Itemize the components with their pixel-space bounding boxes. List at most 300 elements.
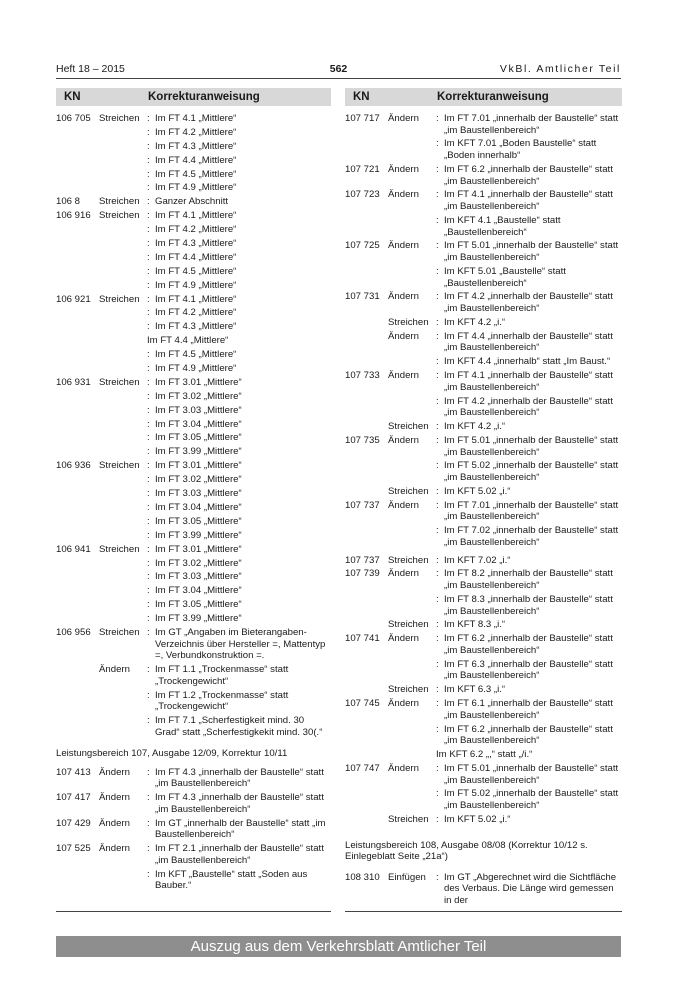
- action-type: Streichen: [99, 293, 140, 305]
- kn-number: 107 735: [345, 435, 380, 446]
- action-type: [99, 419, 147, 431]
- action-type: Streichen: [99, 460, 140, 472]
- kn-number: 106 936: [56, 460, 91, 472]
- table-row: [56, 196, 331, 208]
- instruction-text: Im KFT 7.02 „i.“: [444, 554, 511, 566]
- action-type: [99, 502, 147, 514]
- action-type: [388, 396, 436, 419]
- colon-separator: :: [436, 763, 439, 774]
- kn-number: [56, 307, 99, 319]
- table-row: [345, 240, 622, 263]
- action-type: [99, 321, 147, 333]
- action-type: Ändern: [99, 664, 130, 676]
- table-row: [345, 633, 622, 656]
- colon-separator: :: [436, 723, 439, 735]
- colon-separator: :: [147, 474, 150, 486]
- kn-number: [56, 715, 99, 738]
- colon-separator: :: [147, 432, 150, 444]
- colon-separator: :: [147, 363, 150, 375]
- instruction-text: Im FT 4.5 „Mittlere“: [155, 349, 237, 361]
- instruction-text: Im FT 4.1 „Mittlere“: [155, 210, 237, 222]
- instruction-text: Im FT 5.02 „innerhalb der Baustelle“ statt „im Baustellenbereich“: [444, 460, 619, 484]
- table-row: [345, 619, 622, 631]
- colon-separator: :: [147, 390, 150, 402]
- kn-number: 106 916: [56, 210, 91, 222]
- instruction-text: Im FT 8.3 „innerhalb der Baustelle“ statt „im Baustellenbereich“: [444, 593, 613, 617]
- kn-number: [345, 814, 388, 826]
- instruction-text: Im FT 3.02 „Mittlere“: [155, 474, 242, 486]
- colon-separator: :: [436, 163, 439, 175]
- instruction-column-header: Korrekturanweisung: [437, 91, 549, 103]
- colon-separator: :: [147, 265, 150, 277]
- instruction-text: Im KFT 5.02 „i.“: [444, 813, 511, 825]
- colon-separator: :: [147, 543, 150, 555]
- table-row: [345, 872, 622, 907]
- instruction-text: Im FT 3.05 „Mittlere“: [155, 432, 242, 444]
- colon-separator: :: [436, 265, 439, 277]
- action-type: [99, 869, 147, 892]
- action-type: [388, 266, 436, 289]
- instruction-text: Im FT 4.3 „Mittlere“: [155, 140, 237, 152]
- kn-number: [345, 619, 388, 631]
- colon-separator: :: [436, 435, 439, 446]
- action-type: Ändern: [388, 113, 419, 124]
- instruction-column-header: Korrekturanweisung: [148, 91, 260, 103]
- page-number: 562: [329, 63, 348, 75]
- action-type: [388, 749, 436, 761]
- table-row: [56, 377, 331, 389]
- action-type: [99, 474, 147, 486]
- action-type: Streichen: [388, 619, 429, 631]
- instruction-text: Im FT 1.2 „Trockenmasse“ statt „Trockengewicht“: [155, 689, 289, 713]
- table-row: [56, 530, 331, 542]
- kn-number: [56, 664, 99, 687]
- table-row: [345, 331, 622, 354]
- action-type: [99, 488, 147, 500]
- colon-separator: :: [147, 321, 150, 333]
- action-type: Ändern: [99, 766, 130, 778]
- kn-number: [56, 599, 99, 611]
- kn-number: 107 725: [345, 240, 380, 252]
- colon-separator: :: [436, 658, 439, 670]
- colon-separator: :: [147, 501, 150, 513]
- colon-separator: :: [436, 633, 439, 645]
- action-type: Streichen: [388, 813, 429, 825]
- table-row: [56, 585, 331, 597]
- kn-number: [345, 356, 388, 368]
- action-type: [388, 356, 436, 368]
- colon-separator: :: [147, 766, 150, 778]
- table-row: [56, 627, 331, 662]
- instruction-text: Im FT 3.01 „Mittlere“: [155, 543, 242, 555]
- kn-number: 107 721: [345, 163, 380, 175]
- table-row: [345, 356, 622, 368]
- kn-number: [56, 238, 99, 250]
- action-type: [99, 690, 147, 713]
- action-type: [99, 558, 147, 570]
- instruction-text: Im FT 4.1 „innerhalb der Baustelle“ statt „im Baustellenbereich“: [444, 189, 613, 213]
- instruction-text: Ganzer Abschnitt: [155, 196, 229, 208]
- table-row: [345, 568, 622, 591]
- colon-separator: :: [436, 113, 439, 124]
- instruction-text: Im FT 4.2 „Mittlere“: [155, 126, 237, 138]
- table-row: [345, 215, 622, 238]
- instruction-text: Im FT 3.04 „Mittlere“: [155, 418, 242, 430]
- table-row: [56, 307, 331, 319]
- table-row: [345, 788, 622, 811]
- kn-number: 106 705: [56, 113, 91, 124]
- action-type: [99, 516, 147, 528]
- kn-number: [56, 419, 99, 431]
- table-row: [345, 370, 622, 393]
- colon-separator: :: [436, 291, 439, 303]
- instruction-text: Im KFT 4.1 „Baustelle“ statt „Baustellenbereich“: [444, 214, 561, 238]
- kn-number: [345, 317, 388, 329]
- action-type: [388, 724, 436, 747]
- kn-number: 106 8: [56, 196, 81, 208]
- instruction-text: Im FT 4.5 „Mittlere“: [155, 168, 237, 180]
- instruction-text: Im KFT 6.2 „,“ statt „/i.“: [436, 749, 533, 761]
- action-type: [99, 446, 147, 458]
- left-column: [56, 88, 331, 894]
- action-type: [99, 224, 147, 236]
- action-type: Streichen: [388, 421, 429, 433]
- table-row: [56, 155, 331, 167]
- colon-separator: :: [147, 376, 150, 388]
- table-row: [56, 294, 331, 306]
- colon-separator: :: [147, 404, 150, 416]
- table-row: [56, 613, 331, 625]
- instruction-text: Im FT 5.01 „innerhalb der Baustelle“ statt „im Baustellenbereich“: [444, 240, 619, 264]
- action-type: [388, 460, 436, 483]
- instruction-text: Im KFT 4.2 „i.“: [444, 316, 506, 328]
- colon-separator: :: [147, 613, 150, 625]
- instruction-text: Im KFT 6.3 „i.“: [444, 684, 506, 696]
- instruction-text: Im FT 3.99 „Mittlere“: [155, 529, 242, 541]
- kn-number: [345, 749, 388, 761]
- colon-separator: :: [147, 446, 150, 458]
- colon-separator: :: [436, 525, 439, 537]
- action-type: Ändern: [99, 843, 130, 855]
- table-row: [345, 525, 622, 548]
- instruction-text: Im FT 3.01 „Mittlere“: [155, 460, 242, 472]
- kn-number: 107 745: [345, 698, 380, 710]
- instruction-text: Im FT 2.1 „innerhalb der Baustelle“ statt „im Baustellenbereich“: [155, 843, 324, 866]
- instruction-text: Im FT 4.9 „Mittlere“: [155, 363, 237, 375]
- table-row: [56, 690, 331, 713]
- kn-column-header: KN: [353, 91, 370, 103]
- kn-number: [56, 690, 99, 713]
- table-row: [345, 435, 622, 458]
- table-row: [56, 321, 331, 333]
- action-type: [99, 585, 147, 597]
- kn-number: [56, 571, 99, 583]
- running-header: [56, 62, 621, 76]
- table-row: [56, 767, 331, 790]
- table-row: [56, 571, 331, 583]
- action-type: [99, 349, 147, 361]
- kn-number: 107 739: [345, 568, 380, 580]
- colon-separator: :: [147, 279, 150, 291]
- kn-number: 106 931: [56, 376, 91, 388]
- colon-separator: :: [147, 182, 150, 194]
- colon-separator: :: [436, 788, 439, 800]
- kn-number: 107 731: [345, 291, 380, 303]
- kn-number: [56, 530, 99, 542]
- instruction-text: Im FT 4.4 „Mittlere“: [147, 335, 229, 347]
- colon-separator: :: [436, 189, 439, 201]
- action-type: Ändern: [388, 189, 419, 201]
- colon-separator: :: [147, 689, 150, 701]
- colon-separator: :: [436, 240, 439, 252]
- table-row: [56, 843, 331, 866]
- right-rows: [345, 113, 622, 907]
- instruction-text: Im FT 6.2 „innerhalb der Baustelle“ statt „im Baustellenbereich“: [444, 633, 613, 656]
- instruction-text: Im GT „Abgerechnet wird die Sichtfläche des Verbaus. Die Länge wird gemessen in der: [444, 871, 617, 906]
- table-row: [56, 182, 331, 194]
- colon-separator: :: [147, 460, 150, 472]
- action-type: Ändern: [388, 633, 419, 645]
- kn-number: [345, 724, 388, 747]
- action-type: [99, 127, 147, 139]
- action-type: Ändern: [99, 817, 130, 829]
- instruction-text: Im FT 3.03 „Mittlere“: [155, 488, 242, 500]
- section-note: Leistungsbereich 107, Ausgabe 12/09, Korrektur 10/11: [56, 748, 288, 760]
- right-column: [345, 88, 622, 909]
- colon-separator: :: [147, 293, 150, 305]
- instruction-text: Im FT 3.99 „Mittlere“: [155, 613, 242, 625]
- colon-separator: :: [436, 395, 439, 407]
- kn-number: [345, 421, 388, 433]
- colon-separator: :: [436, 370, 439, 382]
- kn-number: [345, 684, 388, 696]
- table-row: [56, 460, 331, 472]
- colon-separator: :: [147, 418, 150, 430]
- table-row: [345, 460, 622, 483]
- kn-number: [56, 363, 99, 375]
- table-row: [56, 210, 331, 222]
- colon-separator: :: [147, 585, 150, 597]
- instruction-text: Im FT 4.9 „Mittlere“: [155, 182, 237, 194]
- colon-separator: :: [147, 571, 150, 583]
- instruction-text: Im FT 3.04 „Mittlere“: [155, 501, 242, 513]
- action-type: [99, 405, 147, 417]
- action-type: Ändern: [388, 499, 419, 511]
- instruction-text: Im GT „innerhalb der Baustelle“ statt „im Baustellenbereich“: [155, 817, 326, 841]
- kn-number: [345, 594, 388, 617]
- kn-number: 107 733: [345, 370, 380, 382]
- right-bottom-rule: [345, 911, 622, 912]
- kn-number: [345, 215, 388, 238]
- action-type: Streichen: [99, 210, 140, 222]
- table-row: [345, 659, 622, 682]
- table-row: [56, 715, 331, 738]
- instruction-text: Im FT 3.02 „Mittlere“: [155, 390, 242, 402]
- instruction-text: Im FT 4.5 „Mittlere“: [155, 265, 237, 277]
- kn-number: [56, 432, 99, 444]
- instruction-text: Im GT „Angaben im Bieterangaben-Verzeichnis über Hersteller =, Mattentyp =, Verbundkonstruktion =.: [155, 626, 326, 662]
- colon-separator: :: [147, 843, 150, 855]
- action-type: Ändern: [388, 291, 419, 303]
- colon-separator: :: [436, 485, 439, 497]
- kn-number: [56, 613, 99, 625]
- action-type: [388, 138, 436, 161]
- action-type: [99, 169, 147, 181]
- table-row: [56, 818, 331, 841]
- kn-number: [56, 266, 99, 278]
- kn-number: [345, 331, 388, 354]
- table-row: [56, 169, 331, 181]
- action-type: Streichen: [388, 485, 429, 497]
- table-row: [345, 555, 622, 567]
- kn-number: [56, 155, 99, 167]
- table-row: [345, 421, 622, 433]
- kn-number: [56, 182, 99, 194]
- instruction-text: Im FT 3.03 „Mittlere“: [155, 571, 242, 583]
- colon-separator: :: [147, 715, 150, 726]
- publication-name: VkBl. Amtlicher Teil: [499, 63, 621, 75]
- table-row: [56, 558, 331, 570]
- colon-separator: :: [436, 871, 439, 883]
- kn-number: 107 737: [345, 554, 380, 566]
- action-type: [99, 335, 147, 347]
- action-type: [99, 307, 147, 319]
- action-type: [99, 280, 147, 292]
- table-header: [56, 88, 331, 106]
- table-row: [56, 474, 331, 486]
- action-type: Ändern: [388, 370, 419, 382]
- action-type: Ändern: [388, 763, 419, 774]
- instruction-text: Im FT 8.2 „innerhalb der Baustelle“ statt „im Baustellenbereich“: [444, 568, 613, 592]
- action-type: Einfügen: [388, 871, 426, 883]
- kn-number: [56, 585, 99, 597]
- kn-number: [56, 224, 99, 236]
- instruction-text: Im FT 7.02 „innerhalb der Baustelle“ statt „im Baustellenbereich“: [444, 525, 619, 548]
- kn-number: 107 525: [56, 843, 91, 855]
- colon-separator: :: [147, 251, 150, 263]
- colon-separator: :: [147, 307, 150, 319]
- left-bottom-rule: [56, 911, 331, 912]
- instruction-text: Im FT 3.99 „Mittlere“: [155, 446, 242, 458]
- table-row: [345, 698, 622, 721]
- table-row: [56, 419, 331, 431]
- action-type: Streichen: [99, 376, 140, 388]
- kn-number: [56, 321, 99, 333]
- instruction-text: Im FT 4.3 „innerhalb der Baustelle“ statt „im Baustellenbereich“: [155, 792, 324, 815]
- table-row: [56, 238, 331, 250]
- kn-number: 107 723: [345, 189, 380, 201]
- kn-number: [56, 141, 99, 153]
- action-type: Streichen: [99, 626, 140, 638]
- table-row: [56, 544, 331, 556]
- kn-number: [345, 138, 388, 161]
- kn-number: 106 956: [56, 626, 91, 638]
- colon-separator: :: [436, 138, 439, 150]
- table-row: [345, 189, 622, 212]
- instruction-text: Im FT 5.01 „innerhalb der Baustelle“ statt „im Baustellenbereich“: [444, 435, 619, 458]
- kn-number: [345, 525, 388, 548]
- action-type: [99, 571, 147, 583]
- kn-number: 106 921: [56, 293, 91, 305]
- action-type: [99, 530, 147, 542]
- instruction-text: Im FT 4.1 „Mittlere“: [155, 293, 237, 305]
- table-row: [345, 500, 622, 523]
- instruction-text: Im FT 7.01 „innerhalb der Baustelle“ statt „im Baustellenbereich“: [444, 499, 619, 523]
- kn-number: 107 413: [56, 766, 91, 778]
- table-row: [345, 113, 622, 136]
- action-type: Ändern: [388, 240, 419, 252]
- colon-separator: :: [436, 684, 439, 696]
- action-type: Ändern: [388, 568, 419, 580]
- instruction-text: Im FT 6.3 „innerhalb der Baustelle“ statt „im Baustellenbereich“: [444, 658, 613, 682]
- instruction-text: Im FT 4.3 „innerhalb der Baustelle“ statt „im Baustellenbereich“: [155, 766, 324, 790]
- action-type: Streichen: [99, 196, 140, 208]
- section-note: Leistungsbereich 108, Ausgabe 08/08 (Korrektur 10/12 s. Einlegeblatt Seite „21a“): [345, 839, 588, 863]
- action-type: [99, 238, 147, 250]
- colon-separator: :: [147, 196, 150, 208]
- kn-column-header: KN: [64, 91, 81, 103]
- action-type: [99, 432, 147, 444]
- issue-label: Heft 18 – 2015: [56, 63, 125, 75]
- action-type: Ändern: [99, 792, 130, 804]
- left-rows: [56, 113, 331, 892]
- colon-separator: :: [436, 460, 439, 472]
- table-row: [56, 599, 331, 611]
- kn-number: [56, 516, 99, 528]
- table-row: [56, 363, 331, 375]
- action-type: [99, 715, 147, 738]
- table-row: [56, 349, 331, 361]
- instruction-text: Im FT 5.01 „innerhalb der Baustelle“ statt „im Baustellenbereich“: [444, 763, 619, 786]
- action-type: Streichen: [99, 543, 140, 555]
- colon-separator: :: [147, 664, 150, 676]
- colon-separator: :: [147, 599, 150, 611]
- table-row: [345, 291, 622, 314]
- table-row: [56, 335, 331, 347]
- table-row: [56, 391, 331, 403]
- colon-separator: :: [147, 529, 150, 541]
- colon-separator: :: [147, 557, 150, 569]
- instruction-text: Im FT 4.3 „Mittlere“: [155, 321, 237, 333]
- colon-separator: :: [436, 568, 439, 580]
- table-row: [56, 664, 331, 687]
- table-row: [56, 516, 331, 528]
- kn-number: [345, 659, 388, 682]
- action-type: [99, 252, 147, 264]
- action-type: Streichen: [388, 316, 429, 328]
- kn-number: [56, 502, 99, 514]
- colon-separator: :: [147, 140, 150, 152]
- colon-separator: :: [147, 126, 150, 138]
- kn-number: 107 741: [345, 633, 380, 645]
- action-type: Ändern: [388, 698, 419, 710]
- action-type: [388, 525, 436, 548]
- action-type: Ändern: [388, 163, 419, 175]
- instruction-text: Im FT 4.9 „Mittlere“: [155, 279, 237, 291]
- table-row: [56, 266, 331, 278]
- table-row: [56, 127, 331, 139]
- kn-number: [56, 169, 99, 181]
- instruction-text: Im FT 4.4 „Mittlere“: [155, 251, 237, 263]
- table-row: [56, 869, 331, 892]
- instruction-text: Im KFT 4.4 „innerhalb“ statt „Im Baust.“: [444, 356, 611, 368]
- action-type: [99, 141, 147, 153]
- kn-number: 107 737: [345, 499, 380, 511]
- instruction-text: Im KFT „Baustelle“ statt „Soden aus Bauber.“: [155, 868, 308, 892]
- table-row: [56, 113, 331, 125]
- colon-separator: :: [147, 154, 150, 166]
- action-type: [388, 659, 436, 682]
